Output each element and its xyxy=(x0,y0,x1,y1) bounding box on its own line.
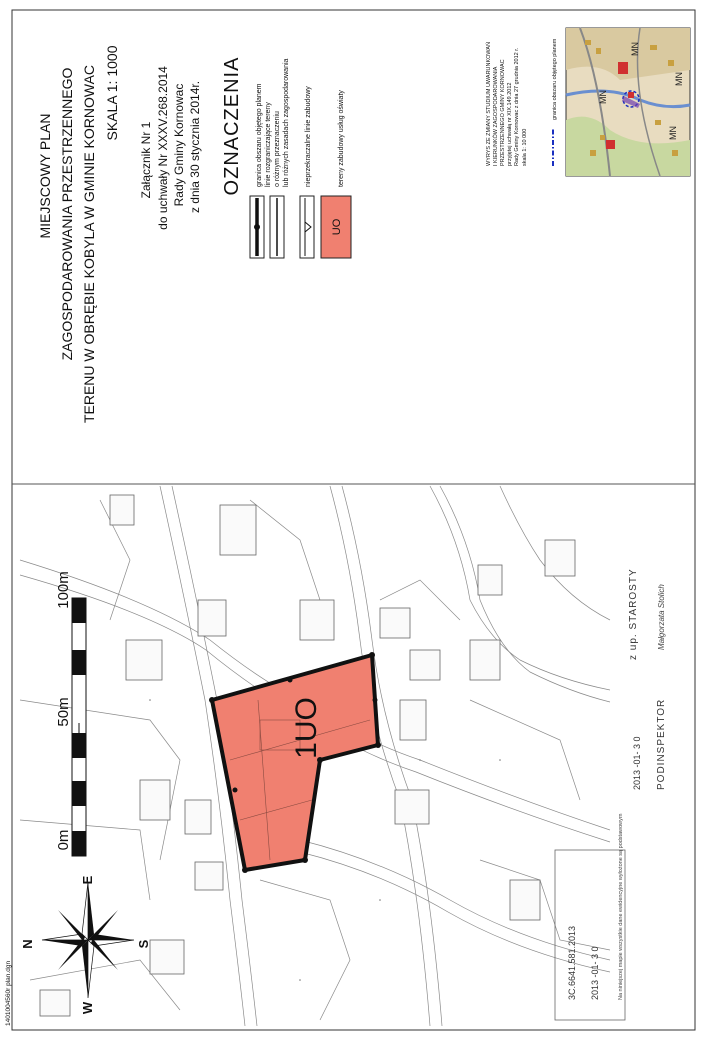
plan-title-line2: ZAGOSPODAROWANIA PRZESTRZENNEGO xyxy=(59,67,75,361)
minimap-label-mn-4: MN xyxy=(674,72,684,86)
minimap-label-mn-2: MN xyxy=(630,42,640,56)
legend-item-demarcation-label: linie rozgraniczające tereny xyxy=(265,102,272,187)
study-excerpt-line4: przyjętej uchwałą nr XIX.149.2012 xyxy=(507,82,513,166)
legend-item-uo-code: UO xyxy=(331,218,343,236)
legend-item-uo-label: tereny zabudowy usług oświaty xyxy=(338,90,345,187)
stamp-signature: Małgorzata Stolich xyxy=(657,584,666,650)
compass-south: S xyxy=(136,939,151,949)
legend-item-plan-boundary-label: granica obszaru objętego planem xyxy=(256,83,263,187)
study-excerpt xyxy=(485,28,690,176)
stamp-note: Na niniejszej mapie wszystkie dane ewidencyjne wyłożone są podstawowym xyxy=(618,813,624,1000)
study-excerpt-line3: PRZESTRZENNEGO GMINY KORNOWAC xyxy=(500,59,506,166)
title-block xyxy=(37,45,202,423)
legend-item-building-line-label: nieprzekraczalne linie zabudowy xyxy=(305,86,312,187)
study-excerpt-line2: I KIERUNKÓW ZAGOSPODAROWANIA xyxy=(493,66,499,166)
stamp-starosta: z up. STAROSTY xyxy=(628,568,639,660)
compass-north: N xyxy=(20,939,35,949)
scale-bar-label-0m: 0m xyxy=(55,829,72,851)
legend-swatch-plan-boundary-dot xyxy=(254,224,260,230)
plan-title-line1: MIEJSCOWY PLAN xyxy=(37,113,53,239)
scale-bar-label-50m: 50m xyxy=(55,697,72,727)
stamp-date-2: 2013 -01- 3 0 xyxy=(632,736,642,790)
attachment-line4: z dnia 30 stycznia 2014r. xyxy=(188,80,202,214)
stamp-podinspektor: PODINSPEKTOR xyxy=(656,698,667,790)
legend-item-demarcation-label3: lub różnych zasadach zagospodarowania xyxy=(283,58,290,187)
stamp-number: 3C.6641.581.2013 xyxy=(567,925,577,1000)
uo-zone-label: 1UO xyxy=(290,697,323,759)
attachment-line1: Załącznik Nr 1 xyxy=(139,121,153,199)
study-excerpt-line1: WYRYS ZE ZMIANY STUDIUM UWARUNKOWAŃ xyxy=(486,41,492,166)
study-excerpt-minimap xyxy=(566,28,690,176)
study-excerpt-legend-label: granica obszaru objętego planem xyxy=(552,38,558,120)
compass-east: E xyxy=(80,875,95,885)
legend xyxy=(221,57,351,258)
study-excerpt-scale: skala 1: 10 000 xyxy=(522,128,528,166)
legend-item-demarcation-label2: o różnym przeznaczeniu xyxy=(274,111,281,187)
stamp-date-1: 2013 -01- 3 0 xyxy=(590,946,600,1000)
plan-title-line3: TERENU W OBRĘBIE KOBYLA W GMINIE KORNOWAC xyxy=(81,64,97,424)
minimap-label-mn-3: MN xyxy=(668,126,678,140)
file-label: 1401004560r plan.dgn xyxy=(5,960,12,1026)
study-excerpt-line5: Rady Gminy Kornowac z dnia 27 grudnia 2012 r. xyxy=(514,47,520,166)
minimap-label-mn-1: MN xyxy=(598,90,608,104)
scale-bar-label-100m: 100m xyxy=(55,571,72,609)
compass-west: W xyxy=(80,1001,95,1015)
attachment-line2: do uchwały Nr XXXV.268.2014 xyxy=(156,66,170,230)
plan-scale: SKALA 1: 1000 xyxy=(104,45,120,141)
legend-swatch-building-line xyxy=(300,196,314,258)
attachment-line3: Rady Gminy Kornowac xyxy=(172,83,186,207)
legend-heading: OZNACZENIA xyxy=(221,56,243,196)
